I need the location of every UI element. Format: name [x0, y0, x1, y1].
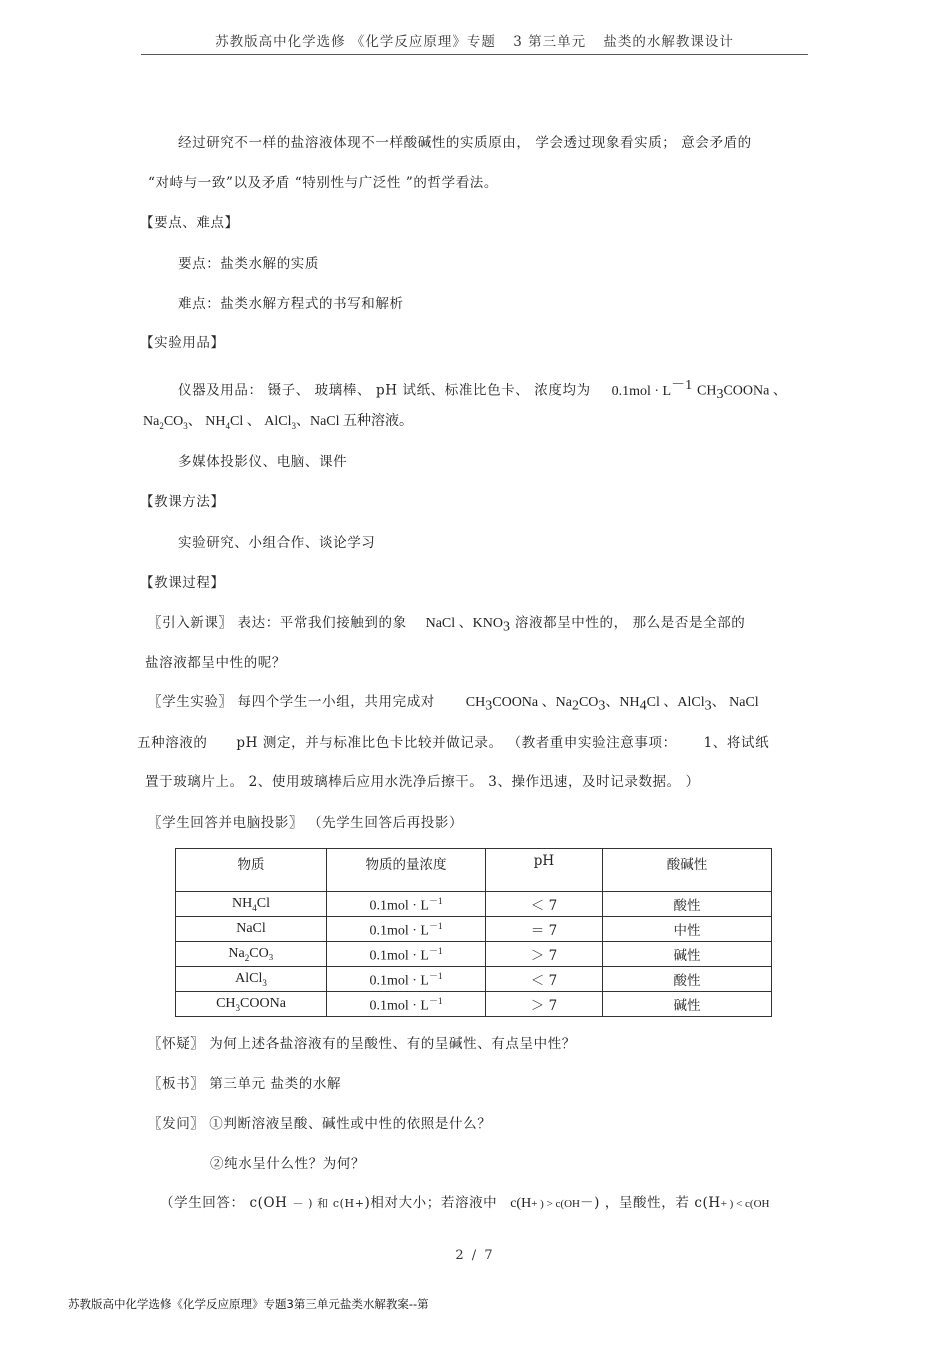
concentration-cell: $0.1mol \cdot L^{-1}$	[327, 992, 486, 1017]
question-2: ②纯水呈什么性？为何？	[210, 1156, 366, 1172]
substance-cell: AlCl$_3$	[176, 967, 327, 992]
reply-cond-3: －) ，呈酸性，若 c(H	[579, 1195, 721, 1211]
student-experiment-line-1: 〖学生实验〗 每四个学生一小组，共用完成对 $CH_3COONa$ 、$Na_2CO_3$、$NH_4Cl$ 、AlCl$_3$、 NaCl	[148, 694, 759, 714]
doubt-line: 〖怀疑〗 为何上述各盐溶液有的呈酸性、有的呈碱性、有点呈中性？	[148, 1036, 576, 1052]
concentration-cell: $0.1mol \cdot L^{-1}$	[327, 917, 486, 942]
formula-ch3: CH	[465, 695, 486, 710]
formula-coona: COONa 、	[723, 383, 787, 399]
ph-cell: ＜ 7	[486, 892, 603, 917]
reply-oh: （学生回答： c(OH	[160, 1195, 288, 1211]
concentration-cell: $0.1mol \cdot L^{-1}$	[327, 942, 486, 967]
header-mid: 3 第三单元	[513, 34, 587, 50]
concentration: 0.1mol · L	[611, 383, 672, 399]
table-header-row	[176, 849, 772, 892]
formula-co3: CO	[578, 695, 599, 710]
reply-cond-1: c(H	[510, 1196, 532, 1211]
ph-measure: pH 测定，并与标准比色卡比较并做记录。 （教者重申实验注意事项：	[236, 735, 677, 751]
ph-cell: ＞ 7	[486, 942, 603, 967]
concentration-cell: $0.1mol \cdot L^{-1}$	[327, 892, 486, 917]
page-number: 2 / 7	[455, 1248, 495, 1263]
key-point: 要点：盐类水解的实质	[178, 256, 319, 272]
subscript: 3	[716, 387, 724, 403]
difficult-point: 难点：盐类水解方程式的书写和解析	[178, 296, 404, 312]
intro-formula: NaCl 、KNO	[425, 616, 503, 631]
intro-text: 〖引入新课〗 表达：平常我们接触到的象	[148, 615, 407, 631]
footer-title: 苏教版高中化学选修《化学反应原理》专题3第三单元盐类水解教案--第	[68, 1297, 429, 1311]
note-1: 1、将试纸	[703, 735, 770, 751]
intro-line-1: 〖引入新课〗 表达：平常我们接触到的象 NaCl 、$KNO_3$ 溶液都呈中性的， 那么是否是全部的	[148, 615, 746, 635]
five-solutions: 五种溶液的	[137, 735, 208, 751]
ph-table	[175, 848, 772, 1017]
formula-nh4: 、NH	[605, 695, 640, 710]
col-ph: pH	[486, 849, 603, 892]
reply-h: － ) 和 c(H+	[292, 1197, 365, 1210]
intro-line-2: 盐溶液都呈中性的呢？	[145, 655, 286, 671]
acidity-cell: 酸性	[603, 892, 772, 917]
heading-teaching-process: 【教课过程】	[140, 575, 225, 591]
formula-nh: 、 NH	[187, 414, 226, 429]
table-row	[176, 942, 772, 967]
concentration-cell: $0.1mol \cdot L^{-1}$	[327, 967, 486, 992]
substance-cell: $Na_2CO_3$	[176, 942, 327, 967]
substance-cell: NaCl	[176, 917, 327, 942]
student-experiment-line-3: 置于玻璃片上。 2、使用玻璃棒后应用水洗净后擦干。 3、操作迅速，及时记录数据。 ）	[145, 774, 700, 790]
question-1: 〖发问〗 ①判断溶液呈酸、碱性或中性的依照是什么？	[148, 1116, 492, 1132]
table-row	[176, 917, 772, 942]
formula-alcl: Cl 、 AlCl	[230, 414, 292, 429]
equipment-line-1	[178, 374, 787, 403]
acidity-cell: 酸性	[603, 967, 772, 992]
equipment-line-2: $Na_2CO_3$、 $NH_4Cl$ 、 AlCl$_3$、NaCl 五种溶液。	[143, 414, 414, 431]
paragraph-goal-1: 经过研究不一样的盐溶液体现不一样酸碱性的实质原由， 学会透过现象看实质； 意会矛盾的	[178, 135, 752, 151]
reply-compare: )相对大小；若溶液中	[364, 1195, 498, 1211]
header-left: 苏教版高中化学选修 《化学反应原理》专题	[215, 34, 496, 50]
acidity-cell: 中性	[603, 917, 772, 942]
page-header	[141, 30, 808, 55]
equipment-text: 仪器及用品： 镊子、 玻璃棒、 pH 试纸、标准比色卡、 浓度均为	[178, 382, 591, 399]
col-concentration: 物质的量浓度	[327, 849, 486, 892]
col-acidity: 酸碱性	[603, 849, 772, 892]
intro-text-2: 溶液都呈中性的， 那么是否是全部的	[514, 615, 746, 631]
table-row	[176, 967, 772, 992]
ph-cell: ＞ 7	[486, 992, 603, 1017]
table-row	[176, 992, 772, 1017]
ph-cell: ＝ 7	[486, 917, 603, 942]
reply-cond-2: + ) > c(OH	[531, 1198, 580, 1210]
answer-projection: 〖学生回答并电脑投影〗 （先学生回答后再投影）	[148, 815, 464, 831]
formula-alcl3: Cl 、AlCl	[646, 695, 705, 710]
heading-key-points: 【要点、难点】	[140, 215, 239, 231]
col-substance: 物质	[176, 849, 327, 892]
formula-coona-na: COONa 、Na	[492, 695, 572, 710]
formula-co: CO	[163, 414, 184, 429]
substance-cell: $NH_4Cl$	[176, 892, 327, 917]
ph-cell: ＜ 7	[486, 967, 603, 992]
substance-cell: $CH_3COONa$	[176, 992, 327, 1017]
formula-nacl-tail: 、NaCl 五种溶液。	[295, 414, 414, 429]
acidity-cell: 碱性	[603, 942, 772, 967]
student-experiment-text: 〖学生实验〗 每四个学生一小组，共用完成对	[148, 694, 435, 710]
board-writing: 〖板书〗 第三单元 盐类的水解	[148, 1076, 342, 1092]
formula-ch: CH	[696, 383, 717, 399]
paragraph-goal-2: “对峙与一致”以及矛盾 “特别性与广泛性 ”的哲学看法。	[148, 175, 498, 191]
heading-teaching-method: 【教课方法】	[140, 494, 225, 510]
concentration-exponent: －1	[671, 378, 693, 393]
teaching-method: 实验研究、小组合作、谈论学习	[178, 535, 376, 551]
table-row	[176, 892, 772, 917]
heading-experiment-supplies: 【实验用品】	[140, 335, 225, 351]
acidity-cell: 碱性	[603, 992, 772, 1017]
reply-cond-4: + ) < c(OH	[720, 1198, 770, 1210]
formula-na: Na	[143, 414, 160, 429]
student-reply	[160, 1191, 769, 1212]
media-equipment: 多媒体投影仪、电脑、课件	[178, 454, 348, 470]
header-right: 盐类的水解教课设计	[603, 34, 734, 50]
student-experiment-line-2	[137, 731, 769, 751]
formula-nacl: 、 NaCl	[711, 695, 759, 710]
